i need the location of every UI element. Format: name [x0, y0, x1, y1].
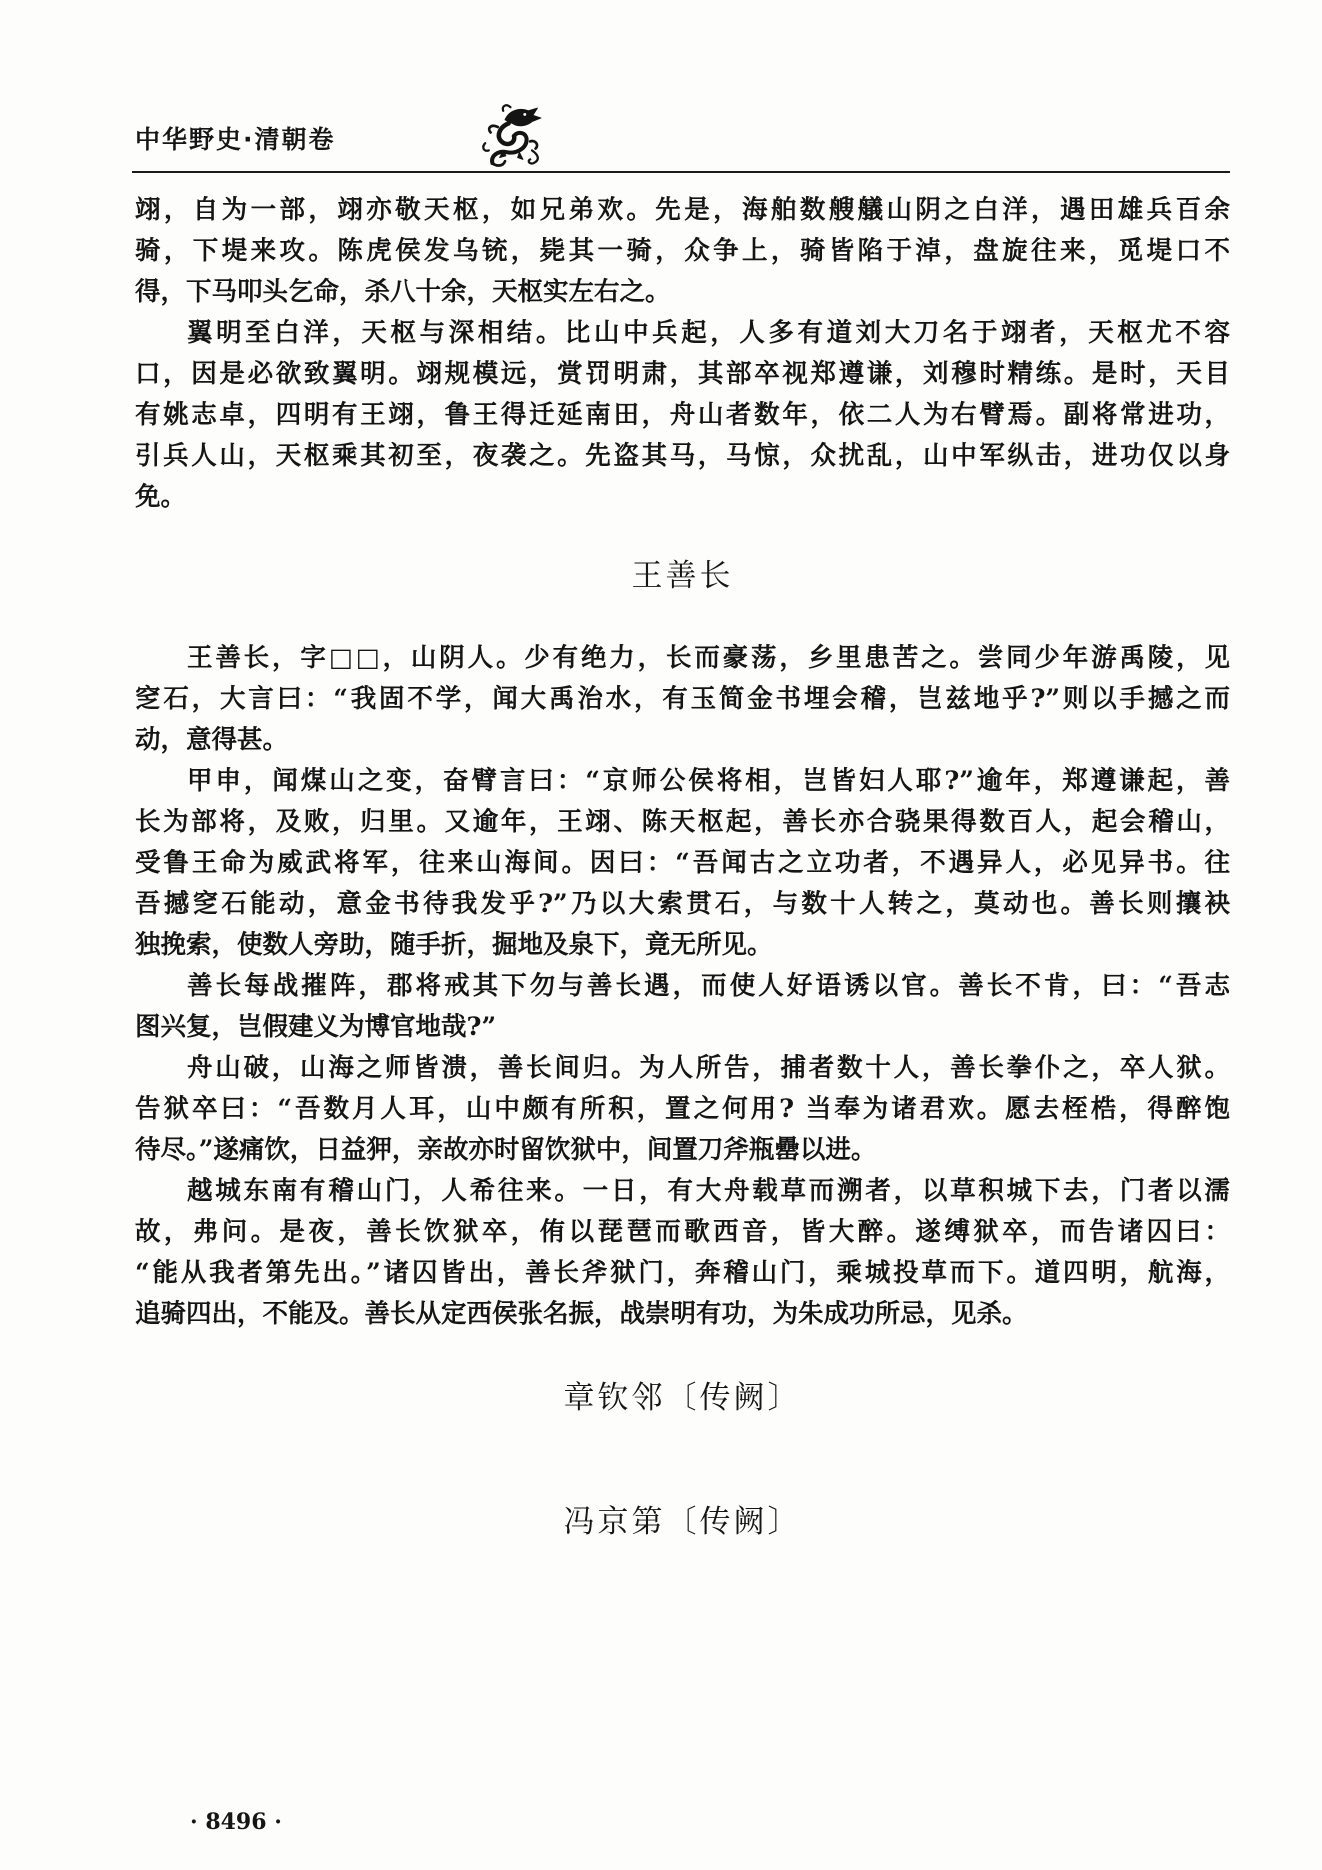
- section-heading: 王善长: [631, 558, 734, 594]
- text-line: 免。: [135, 482, 187, 512]
- text-line: 引兵人山，天枢乘其初至，夜袭之。先盗其马，马惊，众扰乱，山中军纵击，进功仅以身: [135, 441, 1230, 471]
- text-line: 窆石，大言曰：“我固不学，闻大禹治水，有玉简金书埋会稽，岂兹地乎?”则以手撼之而: [135, 684, 1230, 714]
- section-body: [135, 638, 1230, 1335]
- paragraph: [135, 313, 1230, 518]
- text-line: 动，意得甚。: [135, 725, 289, 755]
- paragraph: [135, 1048, 1230, 1171]
- paragraph: [135, 1171, 1230, 1335]
- text-line: 吾撼窆石能动，意金书待我发乎?”乃以大索贯石，与数十人转之，莫动也。善长则攘袂: [135, 889, 1230, 919]
- text-line: 王善长，字□□，山阴人。少有绝力，长而豪荡，乡里患苦之。尝同少年游禹陵，见: [187, 643, 1230, 673]
- paragraph: [135, 966, 1230, 1048]
- text-line: 翊，自为一部，翊亦敬天枢，如兄弟欢。先是，海舶数艘艤山阴之白洋，遇田雄兵百余: [135, 195, 1230, 225]
- text-line: 翼明至白洋，天枢与深相结。比山中兵起，人多有道刘大刀名于翊者，天枢尤不容: [187, 318, 1230, 348]
- text-line: 有姚志卓，四明有王翊，鲁王得迁延南田，舟山者数年，依二人为右臂焉。副将常进功，: [135, 400, 1230, 430]
- text-line: 待尽。”遂痛饮，日益狎，亲故亦时留饮狱中，间置刀斧瓶罍以进。: [135, 1135, 877, 1165]
- text-line: 口，因是必欲致翼明。翊规模远，赏罚明肃，其部卒视郑遵谦，刘穆时精练。是时，天目: [135, 359, 1230, 389]
- page-number: · 8496 ·: [190, 1809, 282, 1835]
- series-title: 中华野史·清朝卷: [135, 125, 336, 154]
- text-line: 骑，下堤来攻。陈虎侯发乌铳，毙其一骑，众争上，骑皆陷于淖，盘旋往来，觅堤口不: [135, 236, 1230, 266]
- text-line: 长为部将，及败，归里。又逾年，王翊、陈天枢起，善长亦合骁果得数百人，起会稽山，: [135, 807, 1230, 837]
- text-line: 追骑四出，不能及。善长从定西侯张名振，战崇明有功，为朱成功所忌，见杀。: [135, 1299, 1028, 1329]
- text-line: “能从我者第先出。”诸囚皆出，善长斧狱门，奔稽山门，乘城投草而下。道四明，航海，: [135, 1258, 1230, 1288]
- text-line: 善长每战摧阵，郡将戒其下勿与善长遇，而使人好语诱以官。善长不肯，曰：“吾志: [187, 971, 1230, 1001]
- text-line: 甲申，闻煤山之变，奋臂言曰：“京师公侯将相，岂皆妇人耶?”逾年，郑遵谦起，善: [187, 766, 1230, 796]
- text-line: 得，下马叩头乞命，杀八十余，天枢实左右之。: [135, 277, 671, 307]
- text-line: 舟山破，山海之师皆溃，善长间归。为人所告，捕者数十人，善长拳仆之，卒人狱。: [187, 1053, 1230, 1083]
- intro-text: [135, 190, 1230, 518]
- section-heading: 章钦邻〔传阙〕: [563, 1380, 802, 1416]
- text-line: 越城东南有稽山门，人希往来。一日，有大舟载草而溯者，以草积城下去，门者以濡: [187, 1176, 1230, 1206]
- paragraph: [135, 190, 1230, 313]
- header-rule: [132, 171, 1230, 173]
- paragraph: [135, 761, 1230, 966]
- text-line: 图兴复，岂假建义为博官地哉?”: [135, 1012, 497, 1042]
- text-line: 受鲁王命为威武将军，往来山海间。因曰：“吾闻古之立功者，不遇异人，必见异书。往: [135, 848, 1230, 878]
- paragraph: [135, 638, 1230, 761]
- text-line: 告狱卒曰：“吾数月人耳，山中颇有所积，置之何用? 当奉为诸君欢。愿去桎梏，得醉饱: [135, 1094, 1230, 1124]
- dragon-logo: [478, 100, 550, 172]
- text-line: 独挽索，使数人旁助，随手折，掘地及泉下，竟无所见。: [135, 930, 773, 960]
- section-heading: 冯京第〔传阙〕: [563, 1504, 802, 1540]
- text-line: 故，弗问。是夜，善长饮狱卒，侑以琵琶而歌西音，皆大醉。遂缚狱卒，而告诸囚曰：: [135, 1217, 1230, 1247]
